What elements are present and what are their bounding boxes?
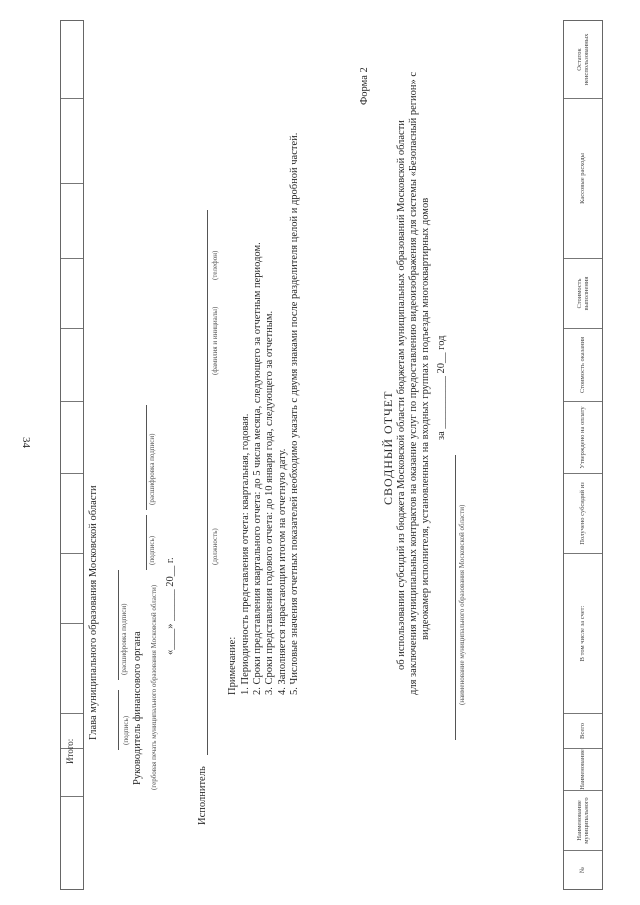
note-5: 5. Числовые значения отчетных показателей необходимо указать с двумя знаками после разделителя целой и дробной частей.	[289, 132, 300, 695]
report-municipality-caption: (наименование муниципального образования Московской области)	[458, 504, 466, 705]
report-line-2: для заключения муниципальных контрактов на оказание услуг по предоставлению видеоизображения для системы «Безопасный регион» с	[408, 71, 419, 695]
table-header-cash: Кассовые расходы	[564, 99, 602, 259]
report-municipality-line	[455, 455, 456, 740]
fin-caption-seal: (гербовая печать муниципального образования Московской области)	[150, 584, 158, 790]
table-header-cost-services: Стоимость оказания	[564, 329, 602, 402]
fin-decode-line	[146, 405, 147, 510]
head-caption-decode: (расшифровка подписи)	[120, 603, 128, 675]
page-number: 34	[20, 437, 32, 448]
fin-caption-sign: (подпись)	[148, 535, 156, 565]
table-header-name: Наименование	[564, 749, 602, 791]
table-header-total: Всего	[564, 714, 602, 749]
table-header-received: Получено субсидий из	[564, 474, 602, 554]
executor-caption-phone: (телефон)	[211, 250, 219, 280]
report-title: СВОДНЫЙ ОТЧЕТ	[381, 390, 395, 505]
notes-title: Примечание:	[227, 636, 238, 695]
table-header-approved: Утверждено на оплату	[564, 402, 602, 474]
itogo-label: Итого:	[65, 738, 75, 764]
executor-caption-position: (должность)	[211, 528, 219, 565]
executor-caption-name: (фамилия и инициалы)	[211, 306, 219, 375]
note-2: 2. Сроки представления квартального отчета: до 5 числа месяца, следующего за отчетным периодом.	[252, 242, 263, 695]
report-table	[563, 20, 603, 890]
table-header-num: №	[579, 866, 587, 874]
table-header-including: В том числе за счет:	[564, 554, 602, 714]
note-1: 1. Периодичность представления отчета: квартальная, годовая.	[240, 413, 251, 695]
itogo-row	[60, 20, 84, 890]
report-line-3: видеокамер исполнителя, установленных на входных группах в подъезды многоквартирных домов	[420, 197, 431, 640]
note-3: 3. Сроки представления годового отчета: до 10 января года, следующего за отчетным.	[264, 310, 275, 695]
head-title: Глава муниципального образования Московской области	[88, 485, 99, 740]
table-header-cost-works: Стоимость выполнения	[564, 259, 602, 329]
table-header-municipality: Наименование муниципального	[564, 791, 602, 851]
head-sign-line	[118, 690, 119, 750]
executor-line	[207, 210, 208, 755]
date-line: «____» ______ 20__ г.	[165, 557, 176, 655]
fin-title: Руководитель финансового органа	[132, 631, 143, 785]
fin-sign-line	[146, 515, 147, 570]
note-4: 4. Заполняется нарастающим итогом на отчетную дату.	[277, 448, 288, 695]
head-decode-line	[118, 570, 119, 680]
fin-caption-decode: (расшифровка подписи)	[148, 433, 156, 505]
executor-label: Исполнитель	[197, 766, 208, 825]
table-header-remainder: Остаток неиспользованных	[564, 21, 602, 99]
head-caption-sign: (подпись)	[122, 715, 130, 745]
report-line-1: об использовании субсидий из бюджета Московской области бюджетам муниципальных образований Московской области	[396, 120, 407, 670]
form-label: Форма 2	[359, 67, 370, 105]
report-period: за __________ 20__ год	[436, 335, 447, 440]
